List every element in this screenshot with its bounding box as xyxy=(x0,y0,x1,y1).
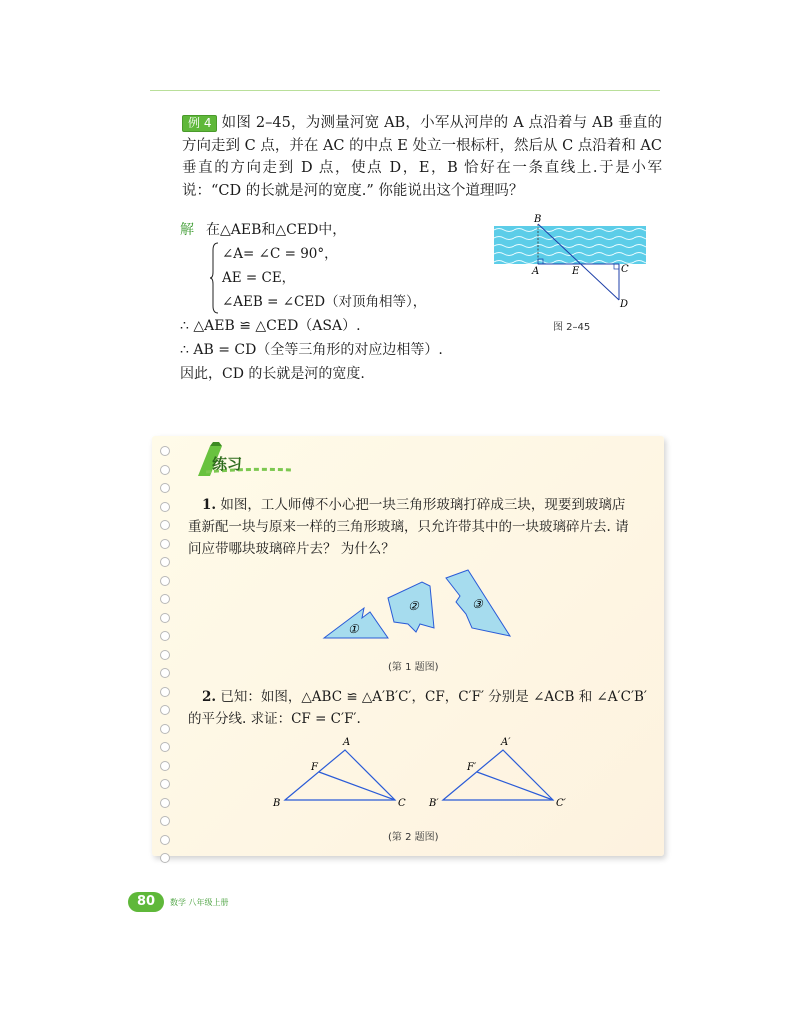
question-2-text: 已知：如图，△ABC ≌ △A′B′C′，CF，C′F′ 分别是 ∠ACB 和 ∠A′C′B′ 的平分线. 求证：CF = C′F′. xyxy=(188,689,647,727)
question-1-text: 如图，工人师傅不小心把一块三角形玻璃打碎成三块，现要到玻璃店重新配一块与原来一样的三角形玻璃，只允许带其中的一块玻璃碎片去. 请问应带哪块玻璃碎片去？ 为什么？ xyxy=(188,497,629,557)
brace-icon xyxy=(210,242,219,314)
label-C-q2: C xyxy=(398,798,406,809)
condition-system xyxy=(210,242,480,314)
practice-card xyxy=(152,436,664,856)
triangle-abc xyxy=(285,750,395,800)
binder-ring-icon xyxy=(160,576,170,586)
binder-ring-icon xyxy=(160,779,170,789)
question-1 xyxy=(188,494,638,560)
label-A: A xyxy=(532,266,540,277)
binder-ring-icon xyxy=(160,650,170,660)
label-F-q2: F xyxy=(311,762,318,773)
binder-ring-icon xyxy=(160,687,170,697)
figure-q2 xyxy=(267,736,587,816)
example-badge: 例 4 xyxy=(182,115,217,132)
figure-q1-caption: (第 1 题图) xyxy=(388,662,439,673)
book-title: 数学 八年级上册 xyxy=(170,898,229,907)
condition-2: AE = CE， xyxy=(222,270,296,286)
question-2-number: 2. xyxy=(202,689,217,705)
label-C: C xyxy=(621,264,629,275)
label-B: B xyxy=(534,214,542,225)
label-A-q2: A xyxy=(343,737,351,748)
binder-ring-icon xyxy=(160,520,170,530)
binder-ring-icon xyxy=(160,539,170,549)
binder-ring-icon xyxy=(160,705,170,715)
binder-ring-icon xyxy=(160,613,170,623)
figure-q1 xyxy=(322,568,522,648)
piece-label-3: ③ xyxy=(472,597,483,611)
question-1-number: 1. xyxy=(202,497,217,513)
binder-ring-icon xyxy=(160,502,170,512)
figure-2-45-caption: 图 2–45 xyxy=(553,322,591,333)
condition-3: ∠AEB = ∠CED（对顶角相等）， xyxy=(222,294,427,310)
figure-2-45 xyxy=(494,210,654,310)
label-F2-q2: F′ xyxy=(467,762,477,773)
label-D: D xyxy=(620,299,629,310)
label-B-q2: B xyxy=(273,798,281,809)
binder-ring-icon xyxy=(160,465,170,475)
binder-ring-icon xyxy=(160,557,170,567)
binder-ring-icon xyxy=(160,835,170,845)
conclusion-2: ∴ AB = CD（全等三角形的对应边相等）. xyxy=(180,342,443,358)
header-rule xyxy=(150,90,660,91)
figure-q2-caption: (第 2 题图) xyxy=(388,832,439,843)
conclusion-3: 因此，CD 的长就是河的宽度. xyxy=(180,366,365,382)
binder-ring-icon xyxy=(160,724,170,734)
piece-label-1: ① xyxy=(348,622,359,636)
triangle-a2b2c2 xyxy=(443,750,553,800)
label-A2-q2: A′ xyxy=(501,737,511,748)
binder-ring-icon xyxy=(160,816,170,826)
binder-ring-icon xyxy=(160,594,170,604)
binder-ring-icon xyxy=(160,446,170,456)
example-4 xyxy=(182,112,662,202)
label-B2-q2: B′ xyxy=(429,798,439,809)
label-E: E xyxy=(572,266,580,277)
label-C2-q2: C′ xyxy=(556,798,566,809)
solution-label: 解 xyxy=(180,222,194,238)
binder-ring-icon xyxy=(160,798,170,808)
example-text: 如图 2–45，为测量河宽 AB，小军从河岸的 A 点沿着与 AB 垂直的方向走到 C 点，并在 AC 的中点 E 处立一根标杆，然后从 C 点沿着和 AC 垂直的方向走到 D 点，使点 D，E，B 恰好在一条直线上.于是小军说：“CD 的长就是河的宽度.” 你能说出这个道理吗？ xyxy=(182,115,662,199)
binder-ring-icon xyxy=(160,668,170,678)
condition-1: ∠A= ∠C = 90°， xyxy=(222,246,338,262)
piece-label-2: ② xyxy=(408,599,419,613)
conclusion-1: ∴ △AEB ≌ △CED（ASA）. xyxy=(180,318,361,334)
binder-ring-icon xyxy=(160,853,170,863)
binder-rings xyxy=(160,446,174,846)
binder-ring-icon xyxy=(160,483,170,493)
binder-ring-icon xyxy=(160,631,170,641)
practice-title: 练习 xyxy=(212,455,243,473)
binder-ring-icon xyxy=(160,742,170,752)
page-number: 80 xyxy=(128,892,164,912)
solution xyxy=(180,218,480,386)
binder-ring-icon xyxy=(160,761,170,771)
pencil-icon xyxy=(188,442,298,478)
solution-intro: 在△AEB和△CED中， xyxy=(206,222,347,238)
question-2 xyxy=(188,686,648,730)
